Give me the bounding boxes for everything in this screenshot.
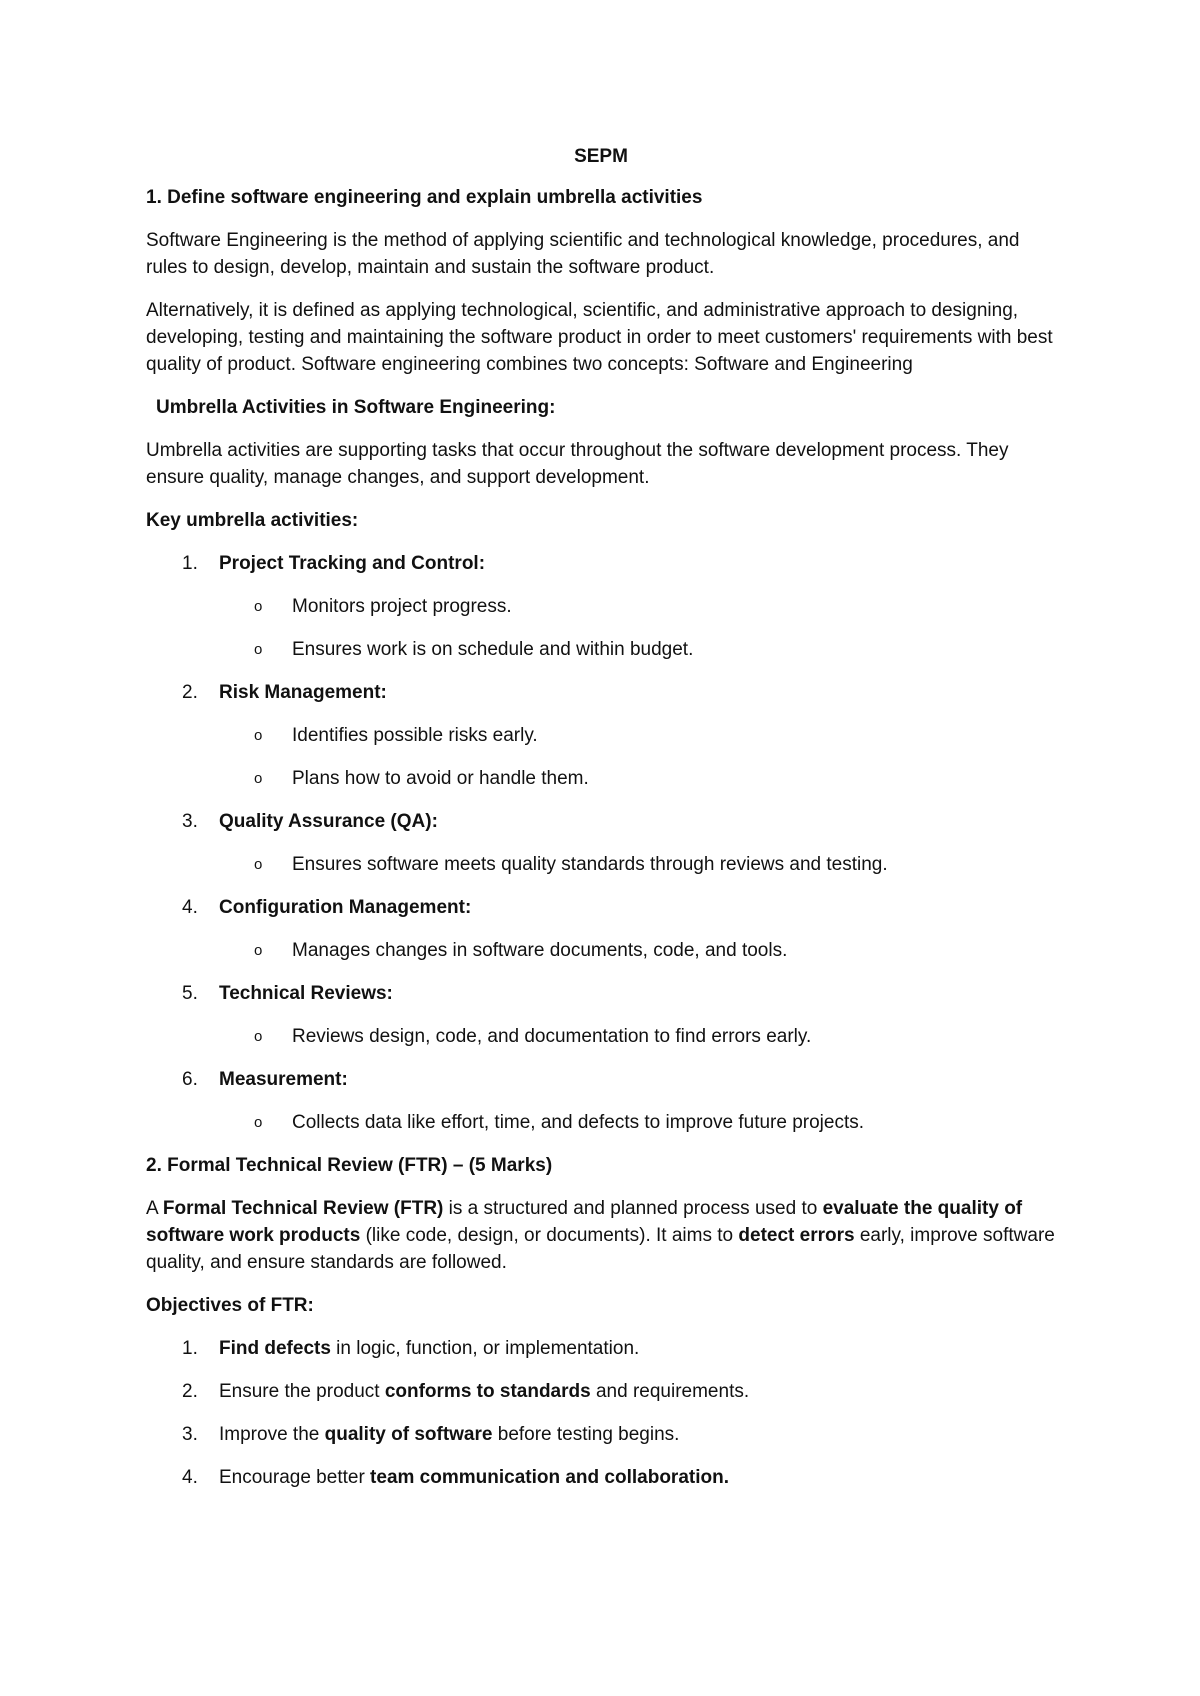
text-run: early, improve software quality, and ensure standards are followed. [146, 1225, 1055, 1273]
objectives-heading: Objectives of FTR: [146, 1295, 314, 1316]
text-run: (like code, design, or documents). It aims to [360, 1225, 739, 1246]
list-item [146, 765, 1056, 792]
bold-run: quality of software [324, 1424, 493, 1445]
list-number: 1. [182, 553, 198, 574]
list-item [146, 550, 1056, 663]
activity-title: Project Tracking and Control: [219, 553, 486, 574]
list-number: 2. [182, 682, 198, 703]
document-title: SEPM [574, 146, 628, 167]
list-number: 4. [182, 897, 198, 918]
bold-run: Formal Technical Review (FTR) [162, 1198, 444, 1219]
list-item [146, 894, 1056, 964]
list-item [146, 636, 1056, 663]
bullet-text: Collects data like effort, time, and defects to improve future projects. [292, 1112, 865, 1133]
activity-bullets [146, 593, 1056, 663]
activity-bullets [146, 1109, 1056, 1136]
list-item [146, 679, 1056, 792]
text-run: A [146, 1198, 163, 1219]
alternative-definition-paragraph: Alternatively, it is defined as applying technological, scientific, and administrative approach to designing, developing, testing and maintaining the software product in order to meet customers' requirements with best quality of product. Software engineering combines two concepts: Software and Engineering [146, 300, 1053, 375]
umbrella-activities-list [146, 550, 1056, 1136]
list-item [146, 808, 1056, 878]
circle-bullet-icon: o [254, 1028, 263, 1045]
list-number: 5. [182, 983, 198, 1004]
activity-bullets [146, 1023, 1056, 1050]
text-run: and requirements. [590, 1381, 750, 1402]
list-item [146, 1066, 1056, 1136]
list-item [146, 980, 1056, 1050]
text-run: before testing begins. [492, 1424, 680, 1445]
list-number: 2. [182, 1381, 198, 1402]
text-run: in logic, function, or implementation. [330, 1338, 640, 1359]
activity-title: Configuration Management: [219, 897, 472, 918]
activity-title: Quality Assurance (QA): [219, 811, 438, 832]
list-item [146, 1464, 1056, 1491]
ftr-intro-paragraph [146, 1195, 1056, 1276]
bullet-text: Plans how to avoid or handle them. [292, 768, 589, 789]
bold-run: conforms to standards [384, 1381, 591, 1402]
umbrella-activities-heading: Umbrella Activities in Software Engineering: [156, 397, 556, 418]
circle-bullet-icon: o [254, 598, 263, 615]
activity-title: Technical Reviews: [219, 983, 393, 1004]
text-run: Ensure the product [219, 1381, 385, 1402]
list-item [146, 1023, 1056, 1050]
list-number: 6. [182, 1069, 198, 1090]
bullet-text: Ensures software meets quality standards through reviews and testing. [292, 854, 888, 875]
circle-bullet-icon: o [254, 856, 263, 873]
circle-bullet-icon: o [254, 1114, 263, 1131]
bold-run: team communication and collaboration. [370, 1467, 729, 1488]
list-item [146, 937, 1056, 964]
list-number: 1. [182, 1338, 198, 1359]
list-number: 3. [182, 1424, 198, 1445]
activity-bullets [146, 937, 1056, 964]
bullet-text: Ensures work is on schedule and within budget. [292, 639, 694, 660]
list-item [146, 593, 1056, 620]
activity-title: Risk Management: [219, 682, 387, 703]
bold-run: Find defects [219, 1338, 331, 1359]
objectives-list [146, 1335, 1056, 1491]
bold-run: detect errors [738, 1225, 855, 1246]
list-item [146, 1421, 1056, 1448]
key-activities-heading: Key umbrella activities: [146, 510, 359, 531]
text-run: Encourage better [219, 1467, 371, 1488]
document-page [146, 143, 1056, 1507]
bullet-text: Manages changes in software documents, code, and tools. [292, 940, 788, 961]
question-2-heading: 2. Formal Technical Review (FTR) – (5 Marks) [146, 1155, 553, 1176]
list-item [146, 1378, 1056, 1405]
question-1-heading: 1. Define software engineering and explain umbrella activities [146, 187, 703, 208]
list-item [146, 851, 1056, 878]
definition-paragraph: Software Engineering is the method of applying scientific and technological knowledge, procedures, and rules to design, develop, maintain and sustain the software product. [146, 230, 1020, 278]
umbrella-intro-paragraph: Umbrella activities are supporting tasks that occur throughout the software development process. They ensure quality, manage changes, and support development. [146, 440, 1009, 488]
circle-bullet-icon: o [254, 942, 263, 959]
list-item [146, 722, 1056, 749]
activity-title: Measurement: [219, 1069, 348, 1090]
circle-bullet-icon: o [254, 727, 263, 744]
bullet-text: Reviews design, code, and documentation to find errors early. [292, 1026, 812, 1047]
list-item [146, 1109, 1056, 1136]
activity-bullets [146, 851, 1056, 878]
circle-bullet-icon: o [254, 641, 263, 658]
list-item [146, 1335, 1056, 1362]
list-number: 4. [182, 1467, 198, 1488]
list-number: 3. [182, 811, 198, 832]
bullet-text: Identifies possible risks early. [292, 725, 538, 746]
text-run: is a structured and planned process used to [443, 1198, 823, 1219]
bold-run: evaluate the quality of software work products [146, 1198, 1023, 1246]
text-run: Improve the [219, 1424, 325, 1445]
bullet-text: Monitors project progress. [292, 596, 512, 617]
activity-bullets [146, 722, 1056, 792]
circle-bullet-icon: o [254, 770, 263, 787]
